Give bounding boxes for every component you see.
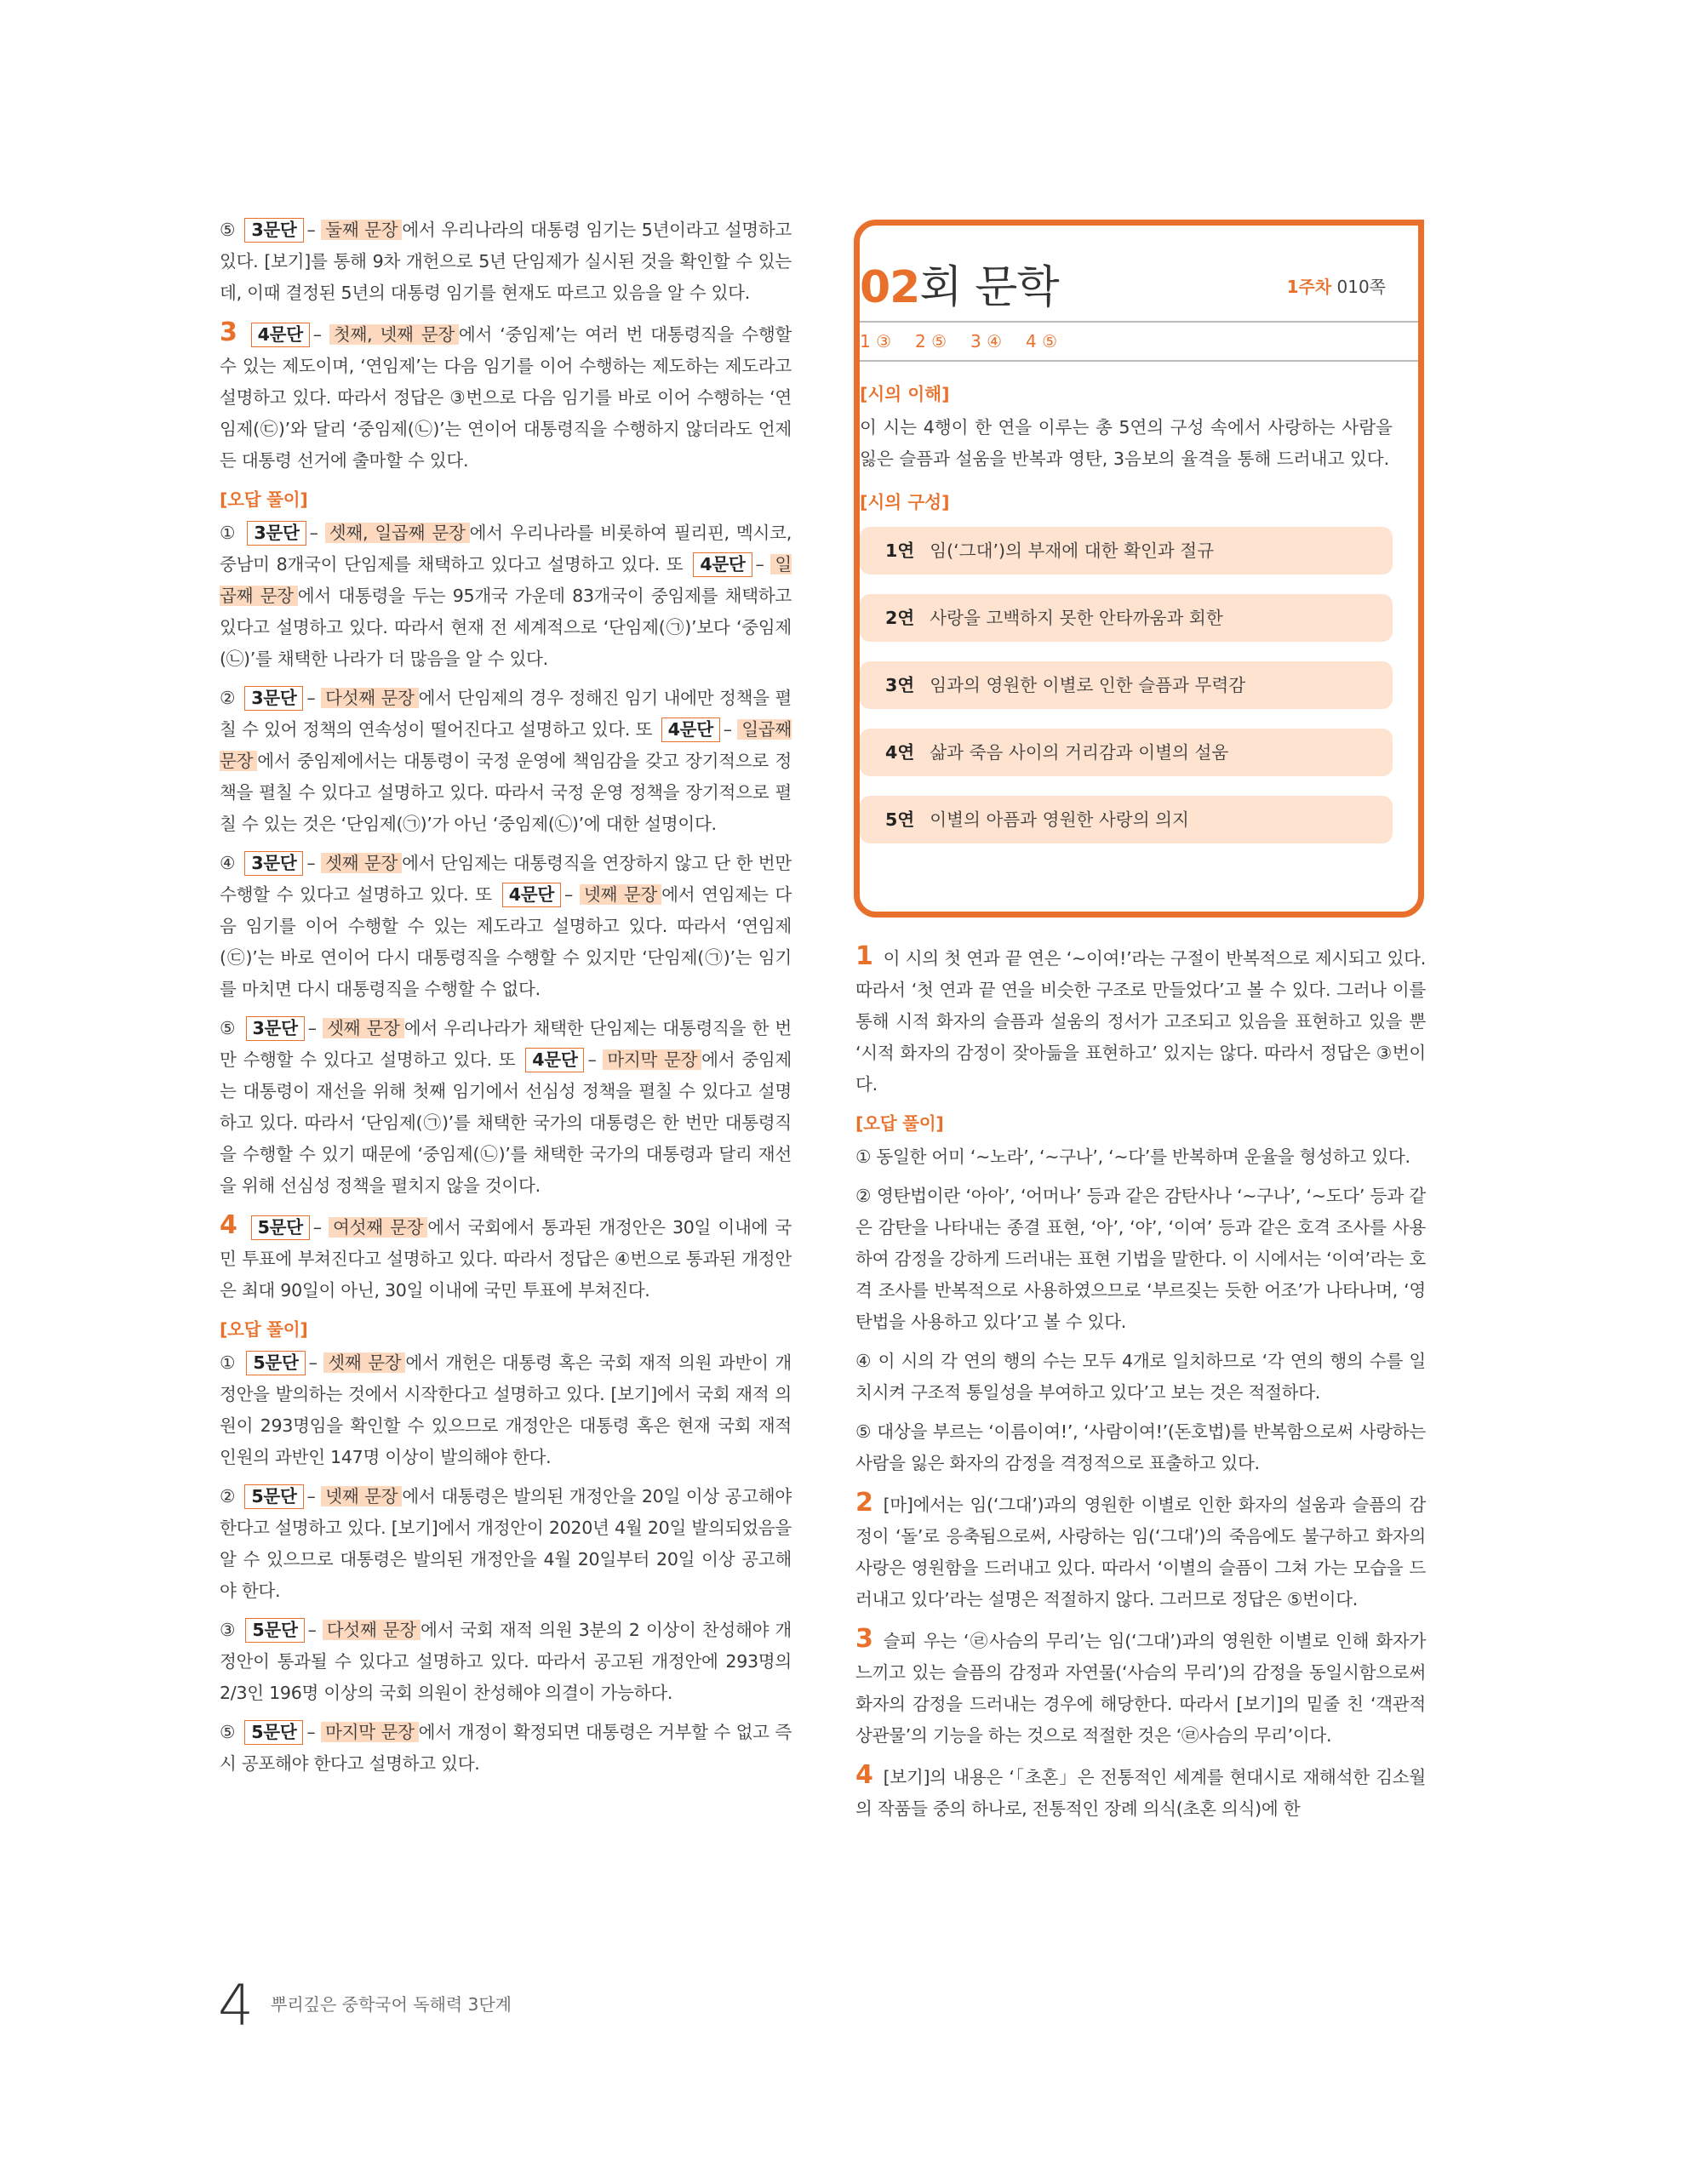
- body-text: ⑤ 대상을 부르는 ‘이름이여!’, ‘사람이여!’(돈호법)를 반복함으로써 사랑하는 사람을 잃은 화자의 감정을 격정적으로 표출하고 있다.: [855, 1421, 1426, 1473]
- dash: –: [312, 1217, 322, 1238]
- item-marker: ②: [220, 688, 236, 708]
- explanation-paragraph: [855, 1623, 1426, 1752]
- body-text: 에서 연임제는 다음 임기를 이어 수행할 수 있는 제도라고 설명하고 있다. 따라서 ‘연임제(㉢)’는 바로 연이어 다시 대통령직을 수행할 수 있지만 ‘단임제(㉠)’는 임기를 마치면 다시 대통령직을 수행할 수 없다.: [220, 884, 792, 999]
- paragraph-tag: 3문단: [244, 686, 303, 711]
- explanation-paragraph: [855, 1141, 1426, 1173]
- dash: –: [564, 884, 573, 905]
- paragraph-tag: 4문단: [502, 883, 561, 907]
- sentence-highlight: 셋째 문장: [321, 853, 402, 873]
- body-text: 에서 단임제는 대통령직을 연장하지 않고 단 한 번만 수행할 수 있다고 설명하고 있다. 또: [220, 853, 792, 905]
- right-column: [855, 940, 1426, 1832]
- paragraph-tag: 3문단: [244, 218, 303, 243]
- explanation-paragraph: [220, 683, 792, 840]
- page-number: 4: [218, 1973, 254, 2038]
- explanation-paragraph: [855, 1487, 1426, 1615]
- explanation-paragraph: [855, 1346, 1426, 1409]
- section-heading: [오답 풀이]: [220, 1319, 308, 1340]
- sentence-highlight: 셋째 문장: [323, 1018, 404, 1038]
- dash: –: [312, 324, 322, 345]
- explanation-paragraph: [220, 1347, 792, 1473]
- paragraph-tag: 4문단: [525, 1048, 584, 1072]
- sentence-highlight: 다섯째 문장: [321, 688, 419, 708]
- answer-key: 1 ③ 2 ⑤ 3 ④ 4 ⑤: [860, 321, 1418, 362]
- page-footer: [218, 1973, 512, 2038]
- item-marker: ②: [220, 1486, 236, 1507]
- stanza-row: 3연 임과의 영원한 이별로 인한 슬픔과 무력감: [860, 661, 1393, 709]
- body-text: 에서 우리나라의 대통령 임기는 5년이라고 설명하고 있다. [보기]를 통해 9차 개헌으로 5년 단임제가 실시된 것을 확인할 수 있는데, 이때 결정된 5년의 대통령 임기를 현재도 따르고 있음을 알 수 있다.: [220, 220, 792, 303]
- paragraph-tag: 3문단: [244, 851, 303, 876]
- dash: –: [306, 220, 316, 240]
- body-text: 에서 우리나라가 채택한 단임제는 대통령직을 한 번만 수행할 수 있다고 설명하고 있다. 또: [220, 1018, 792, 1070]
- dash: –: [306, 1486, 316, 1507]
- dash: –: [307, 1018, 317, 1038]
- answer-box: [854, 220, 1424, 918]
- dash: –: [755, 554, 764, 575]
- body-text: 슬피 우는 ‘㉣사슴의 무리’는 임(‘그대’)과의 영원한 이별로 인해 화자가 느끼고 있는 슬픔의 감정과 자연물(‘사슴의 무리’)의 감정을 동일시함으로써 화자의 감정을 드러내는 경우에 해당한다. 따라서 [보기]의 밑줄 친 ‘객관적 상관물’의 기능을 하는 것으로 적절한 것은 ‘㉣사슴의 무리’이다.: [855, 1631, 1426, 1746]
- question-number: 3: [855, 1624, 873, 1654]
- body-text: ① 동일한 어미 ‘~노라’, ‘~구나’, ‘~다’를 반복하며 운율을 형성하고 있다.: [855, 1146, 1410, 1167]
- item-marker: ⑤: [220, 1722, 236, 1742]
- explanation-paragraph: [220, 517, 792, 675]
- dash: –: [723, 719, 732, 740]
- explanation-paragraph: [220, 214, 792, 309]
- explanation-paragraph: [220, 1615, 792, 1709]
- body-text: ④ 이 시의 각 연의 행의 수는 모두 4개로 일치하므로 ‘각 연의 행의 수를 일치시켜 구조적 통일성을 부여하고 있다’고 보는 것은 적절하다.: [855, 1351, 1426, 1403]
- explanation-paragraph: [220, 1209, 792, 1306]
- dash: –: [306, 1722, 316, 1742]
- explanation-paragraph: [855, 1759, 1426, 1825]
- explanation-paragraph: [855, 1181, 1426, 1338]
- sentence-highlight: 둘째 문장: [321, 220, 402, 240]
- dash: –: [587, 1049, 597, 1070]
- paragraph-tag: 4문단: [661, 718, 720, 742]
- section-title: 02회 문학: [860, 262, 1059, 313]
- paragraph-tag: 4문단: [251, 323, 310, 347]
- body-text: 에서 중임제에서는 대통령이 국정 운영에 책임감을 갖고 장기적으로 정책을 펼칠 수 있다고 설명하고 있다. 따라서 국정 운영 정책을 장기적으로 펼칠 수 있는 것은 ‘단임제(㉠)’가 아닌 ‘중임제(㉡)’에 대한 설명이다.: [220, 751, 792, 834]
- stanza-row: 1연 임(‘그대’)의 부재에 대한 확인과 절규: [860, 527, 1393, 575]
- poem-summary: [860, 377, 1393, 863]
- body-text: [보기]의 내용은 ‘「초혼」은 전통적인 세계를 현대시로 재해석한 김소월의 작품들 중의 하나로, 전통적인 장례 의식(초혼 의식)에 한: [855, 1767, 1426, 1819]
- dash: –: [307, 1620, 317, 1640]
- body-text: 에서 개헌은 대통령 혹은 국회 재적 의원 과반이 개정안을 발의하는 것에서 시작한다고 설명하고 있다. [보기]에서 국회 재적 의원이 293명임을 확인할 수 있으므로 개정안은 대통령 혹은 현재 국회 재적 인원의 과반인 147명 이상이 발의해야 한다.: [220, 1352, 792, 1467]
- body-text: 이 시의 첫 연과 끝 연은 ‘~이여!’라는 구절이 반복적으로 제시되고 있다. 따라서 ‘첫 연과 끝 연을 비슷한 구조로 만들었다’고 볼 수 있다. 그러나 이를 통해 시적 화자의 슬픔과 설움의 정서가 고조되고 있음을 표현하고 있을 뿐 ‘시적 화자의 감정이 잦아듦을 표현하고’ 있지는 않다. 따라서 정답은 ③번이다.: [855, 948, 1426, 1095]
- explanation-paragraph: [220, 317, 792, 477]
- section-heading: [오답 풀이]: [855, 1113, 944, 1134]
- dash: –: [309, 523, 318, 543]
- body-text: 에서 개정이 확정되면 대통령은 거부할 수 없고 즉시 공포해야 한다고 설명하고 있다.: [220, 1722, 792, 1774]
- item-marker: ④: [220, 853, 236, 873]
- body-text: 에서 대통령을 두는 95개국 가운데 83개국이 중임제를 채택하고 있다고 설명하고 있다. 따라서 현재 전 세계적으로 ‘단임제(㉠)’보다 ‘중임제(㉡)’를 채택한 나라가 더 많음을 알 수 있다.: [220, 586, 792, 669]
- explanation-paragraph: [220, 1481, 792, 1607]
- body-text: ② 영탄법이란 ‘아아’, ‘어머나’ 등과 같은 감탄사나 ‘~구나’, ‘~도다’ 등과 같은 감탄을 나타내는 종결 표현, ‘아’, ‘야’, ‘이여’ 등과 같은 호격 조사를 사용하여 감정을 강하게 드러내는 표현 기법을 말한다. 이 시에서는 ‘이여’라는 호격 조사를 반복적으로 사용하였으므로 ‘부르짖는 듯한 어조’가 나타나며, ‘영탄법을 사용하고 있다’고 볼 수 있다.: [855, 1186, 1426, 1332]
- left-column: [220, 214, 792, 1787]
- sentence-highlight: 셋째 문장: [323, 1352, 405, 1373]
- paragraph-tag: 3문단: [247, 521, 306, 546]
- item-marker: ⑤: [220, 1018, 237, 1038]
- stanza-row: 5연 이별의 아픔과 영원한 사랑의 의지: [860, 796, 1393, 843]
- section-heading: [오답 풀이]: [220, 489, 308, 510]
- body-text: 에서 중임제는 대통령이 재선을 위해 첫째 임기에서 선심성 정책을 펼칠 수 있다고 설명하고 있다. 따라서 ‘단임제(㉠)’를 채택한 국가의 대통령은 한 번만 대통령직을 수행할 수 있기 때문에 ‘중임제(㉡)’를 채택한 국가의 대통령과 달리 재선을 위해 선심성 정책을 펼치지 않을 것이다.: [220, 1049, 792, 1196]
- explanation-paragraph: [220, 1717, 792, 1780]
- question-number: 1: [855, 941, 873, 971]
- item-marker: ①: [220, 523, 237, 543]
- sentence-highlight: 일곱째 문장: [220, 554, 792, 606]
- paragraph-tag: 3문단: [246, 1016, 305, 1041]
- body-text: 에서 단임제의 경우 정해진 임기 내에만 정책을 펼칠 수 있어 정책의 연속성이 떨어진다고 설명하고 있다. 또: [220, 688, 792, 740]
- paragraph-tag: 5문단: [244, 1720, 303, 1745]
- paragraph-tag: 5문단: [251, 1215, 310, 1240]
- sentence-highlight: 마지막 문장: [321, 1722, 419, 1742]
- dash: –: [308, 1352, 318, 1373]
- structure-heading: [시의 구성]: [860, 492, 950, 512]
- paragraph-tag: 4문단: [693, 552, 752, 577]
- question-number: 2: [855, 1488, 873, 1518]
- dash: –: [306, 853, 316, 873]
- sentence-highlight: 넷째 문장: [580, 884, 661, 905]
- body-text: 에서 국회에서 통과된 개정안은 30일 이내에 국민 투표에 부쳐진다고 설명하고 있다. 따라서 정답은 ④번으로 통과된 개정안은 최대 90일이 아닌, 30일 이내에 국민 투표에 부쳐진다.: [220, 1217, 792, 1301]
- sentence-highlight: 다섯째 문장: [323, 1620, 420, 1640]
- explanation-paragraph: [855, 1416, 1426, 1479]
- understand-text: 이 시는 4행이 한 연을 이루는 총 5연의 구성 속에서 사랑하는 사람을 잃은 슬픔과 설움을 반복과 영탄, 3음보의 율격을 통해 드러내고 있다.: [860, 417, 1393, 469]
- body-text: [마]에서는 임(‘그대’)과의 영원한 이별로 인한 화자의 설움과 슬픔의 감정이 ‘돌’로 응축됨으로써, 사랑하는 임(‘그대’)의 죽음에도 불구하고 화자의 사랑은 영원함을 드러내고 있다. 따라서 ‘이별의 슬픔이 그쳐 가는 모습을 드러내고 있다’라는 설명은 적절하지 않다. 그러므로 정답은 ⑤번이다.: [855, 1495, 1426, 1609]
- body-text: 에서 국회 재적 의원 3분의 2 이상이 찬성해야 개정안이 통과될 수 있다고 설명하고 있다. 따라서 공고된 개정안에 293명의 2/3인 196명 이상의 국회 의원이 찬성해야 의결이 가능하다.: [220, 1620, 792, 1703]
- sentence-highlight: 첫째, 넷째 문장: [329, 324, 459, 345]
- dash: –: [306, 688, 316, 708]
- explanation-paragraph: [220, 1013, 792, 1202]
- question-number: 4: [220, 1210, 237, 1240]
- question-number: 3: [220, 317, 237, 347]
- paragraph-tag: 5문단: [245, 1618, 304, 1643]
- item-marker: ①: [220, 1352, 237, 1373]
- body-text: 에서 대통령은 발의된 개정안을 20일 이상 공고해야 한다고 설명하고 있다. [보기]에서 개정안이 2020년 4월 20일 발의되었음을 알 수 있으므로 대통령은 발의된 개정안을 4월 20일부터 20일 이상 공고해야 한다.: [220, 1486, 792, 1601]
- paragraph-tag: 5문단: [244, 1484, 303, 1509]
- stanza-row: 2연 사랑을 고백하지 못한 안타까움과 회한: [860, 594, 1393, 642]
- sentence-highlight: 여섯째 문장: [329, 1217, 427, 1238]
- week-ref: 1주차 010쪽: [1286, 277, 1386, 297]
- sentence-highlight: 마지막 문장: [603, 1049, 701, 1070]
- sentence-highlight: 일곱째 문장: [220, 719, 792, 771]
- book-title: 뿌리깊은 중학국어 독해력 3단계: [271, 1994, 512, 2015]
- understand-heading: [시의 이해]: [860, 384, 950, 404]
- body-text: 에서 ‘중임제’는 여러 번 대통령직을 수행할 수 있는 제도이며, ‘연임제’는 다음 임기를 이어 수행하는 제도하는 제도라고 설명하고 있다. 따라서 정답은 ③번으로 다음 임기를 바로 이어 수행하는 ‘연임제(㉢)’와 달리 ‘중임제(㉡)’는 연이어 대통령직을 수행하지 않더라도 언제든 대통령 선거에 출마할 수 있다.: [220, 324, 792, 471]
- item-marker: ③: [220, 1620, 237, 1640]
- explanation-paragraph: [220, 848, 792, 1005]
- sentence-highlight: 셋째, 일곱째 문장: [325, 523, 470, 543]
- question-number: 4: [855, 1760, 873, 1790]
- explanation-paragraph: [855, 940, 1426, 1101]
- sentence-highlight: 넷째 문장: [321, 1486, 402, 1507]
- paragraph-tag: 5문단: [246, 1351, 305, 1375]
- item-marker: ⑤: [220, 220, 236, 240]
- stanza-row: 4연 삶과 죽음 사이의 거리감과 이별의 설움: [860, 729, 1393, 776]
- body-text: 에서 우리나라를 비롯하여 필리핀, 멕시코, 중남미 8개국이 단임제를 채택하고 있다고 설명하고 있다. 또: [220, 523, 792, 575]
